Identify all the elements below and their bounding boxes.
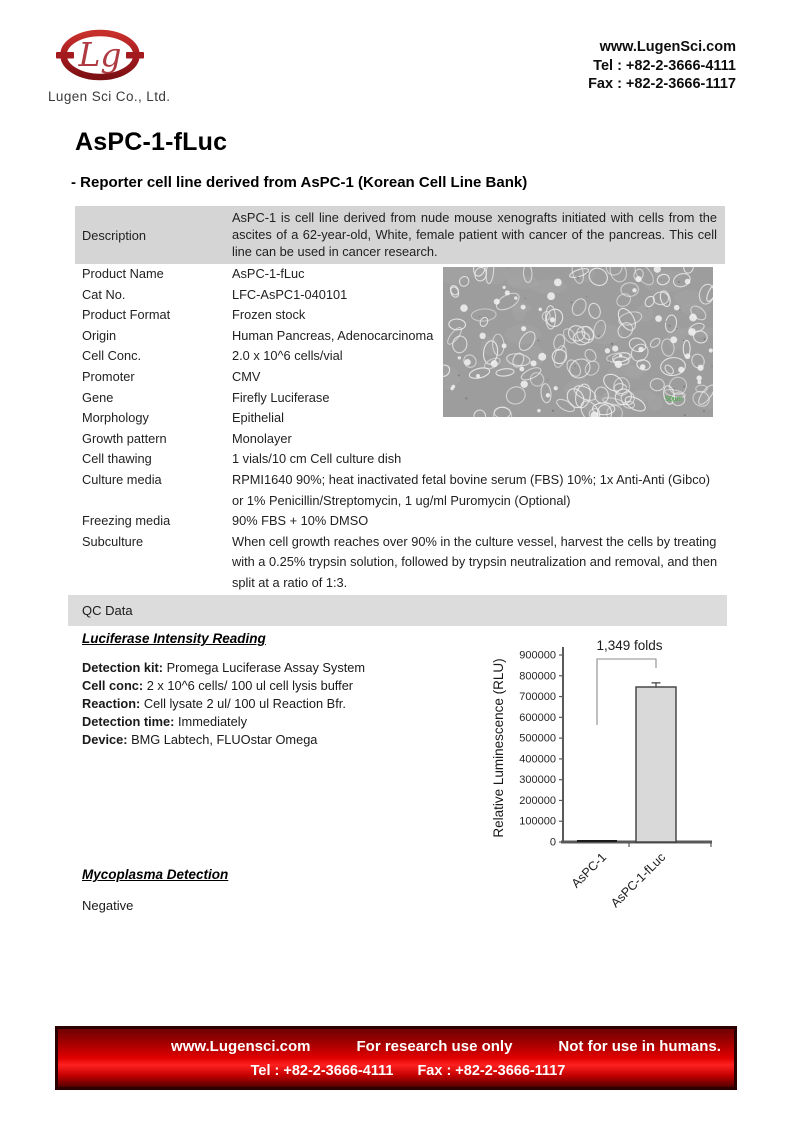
svg-text:600000: 600000 [519,711,556,724]
row-value: LFC-AsPC1-040101 [232,286,348,302]
table-row [75,470,725,511]
qc-detail-label: Detection time: [82,714,175,729]
qc-detail-line [82,731,365,749]
page-subtitle: - Reporter cell line derived from AsPC-1 (Korean Cell Line Bank) [71,174,528,191]
row-value: Epithelial [232,410,284,426]
svg-text:300000: 300000 [519,774,556,787]
qc-detail-line [82,695,365,713]
qc-detail-line [82,677,365,695]
row-value: Firefly Luciferase [232,389,330,405]
row-value: 2.0 x 10^6 cells/vial [232,348,343,364]
row-value: 90% FBS + 10% DMSO [232,513,369,529]
row-value: Human Pancreas, Adenocarcinoma [232,327,434,343]
cell-micrograph-image [443,267,713,417]
scale-bar-label: 50µm [665,396,683,403]
row-value: When cell growth reaches over 90% in the culture vessel, harvest the cells by treating with a 0.25% trypsin solution, followed by trypsin neutralization and removal, and then split at a ratio of 1:3. [232,533,718,590]
footer-notice-research: For research use only [356,1038,513,1055]
qc-detail-value: 2 x 10^6 cells/ 100 ul cell lysis buffer [143,678,354,693]
qc-detail-label: Device: [82,732,128,747]
qc-detail-value: Immediately [174,714,247,729]
logo-monogram: Lg [78,35,122,74]
row-label: Freezing media [82,513,171,529]
logo-left-dash [56,52,74,59]
row-label: Growth pattern [82,430,167,446]
svg-text:AsPC-1: AsPC-1 [568,850,610,891]
luciferase-heading: Luciferase Intensity Reading [82,631,266,646]
footer-notice-humans: Not for use in humans. [558,1038,721,1055]
svg-text:500000: 500000 [519,732,556,745]
cell-micrograph [443,267,713,417]
svg-text:400000: 400000 [519,753,556,766]
logo-right-dash [126,52,144,59]
qc-detail-label: Cell conc: [82,678,144,693]
lugen-logo [46,24,216,104]
row-value: CMV [232,368,261,384]
row-label: Promoter [82,368,135,384]
footer-line2 [58,1063,734,1079]
qc-detail-label: Reaction: [82,696,141,711]
svg-text:1,349 folds: 1,349 folds [596,638,663,653]
description-label: Description [82,227,147,243]
page-title: AsPC-1-fLuc [75,128,228,156]
footer-line1 [58,1038,734,1055]
row-label: Cat No. [82,286,126,302]
row-label: Subculture [82,533,144,549]
table-row [75,449,725,470]
row-label: Gene [82,389,114,405]
row-label: Cell thawing [82,451,152,467]
table-row [75,511,725,532]
footer-bar [55,1026,737,1090]
qc-detail-line [82,659,365,677]
description-row [75,206,725,264]
footer-website[interactable]: www.Lugensci.com [171,1038,311,1055]
header-website[interactable]: www.LugenSci.com [599,39,736,55]
row-label: Morphology [82,410,149,426]
row-value: 1 vials/10 cm Cell culture dish [232,451,402,467]
svg-text:AsPC-1-fLuc: AsPC-1-fLuc [608,850,669,911]
row-value: Monolayer [232,430,292,446]
svg-text:900000: 900000 [519,649,556,662]
table-row [75,429,725,450]
table-row [75,532,725,594]
qc-data-section-header [68,595,727,626]
qc-detail-value: Promega Luciferase Assay System [163,660,366,675]
row-label: Cell Conc. [82,348,142,364]
svg-text:0: 0 [549,836,556,849]
row-label: Product Format [82,307,171,323]
header-contact [588,38,736,94]
footer-fax: Fax : +82-2-3666-1117 [417,1063,566,1079]
row-label: Origin [82,327,117,343]
qc-detail-value: BMG Labtech, FLUOstar Omega [127,732,318,747]
qc-detail-value: Cell lysate 2 ul/ 100 ul Reaction Bfr. [140,696,346,711]
svg-text:Relative Luminescence (RLU): Relative Luminescence (RLU) [491,658,506,838]
description-text: AsPC-1 is cell line derived from nude mouse xenografts initiated with cells from the ascites of a 62-year-old, White, female patient with cancer of the pancreas. This cell line can be used in cancer research. [232,210,717,259]
company-name: Lugen Sci Co., Ltd. [48,89,171,104]
mycoplasma-result: Negative [82,898,134,913]
qc-detail-line [82,713,365,731]
row-value: AsPC-1-fLuc [232,266,305,281]
lugen-logo-icon [52,24,148,88]
qc-data-title: QC Data [82,603,133,618]
luciferase-bar-chart [445,626,745,941]
qc-detail-label: Detection kit: [82,660,164,675]
svg-text:200000: 200000 [519,794,556,807]
row-label: Product Name [82,266,164,281]
svg-text:800000: 800000 [519,670,556,683]
row-value: RPMI1640 90%; heat inactivated fetal bovine serum (FBS) 10%; 1x Anti-Anti (Gibco) or 1% Penicillin/Streptomycin, 1 ug/ml Puromycin (Optional) [232,471,710,508]
svg-text:700000: 700000 [519,691,556,704]
footer-tel: Tel : +82-2-3666-4111 [250,1063,394,1079]
qc-details [82,659,365,749]
header-tel: Tel : +82-2-3666-4111 [593,57,736,74]
svg-text:100000: 100000 [519,815,556,828]
row-value: Frozen stock [232,307,306,323]
mycoplasma-heading: Mycoplasma Detection [82,867,229,882]
bar-chart-canvas [445,626,745,936]
row-label: Culture media [82,471,162,487]
header-fax: Fax : +82-2-3666-1117 [588,76,736,92]
